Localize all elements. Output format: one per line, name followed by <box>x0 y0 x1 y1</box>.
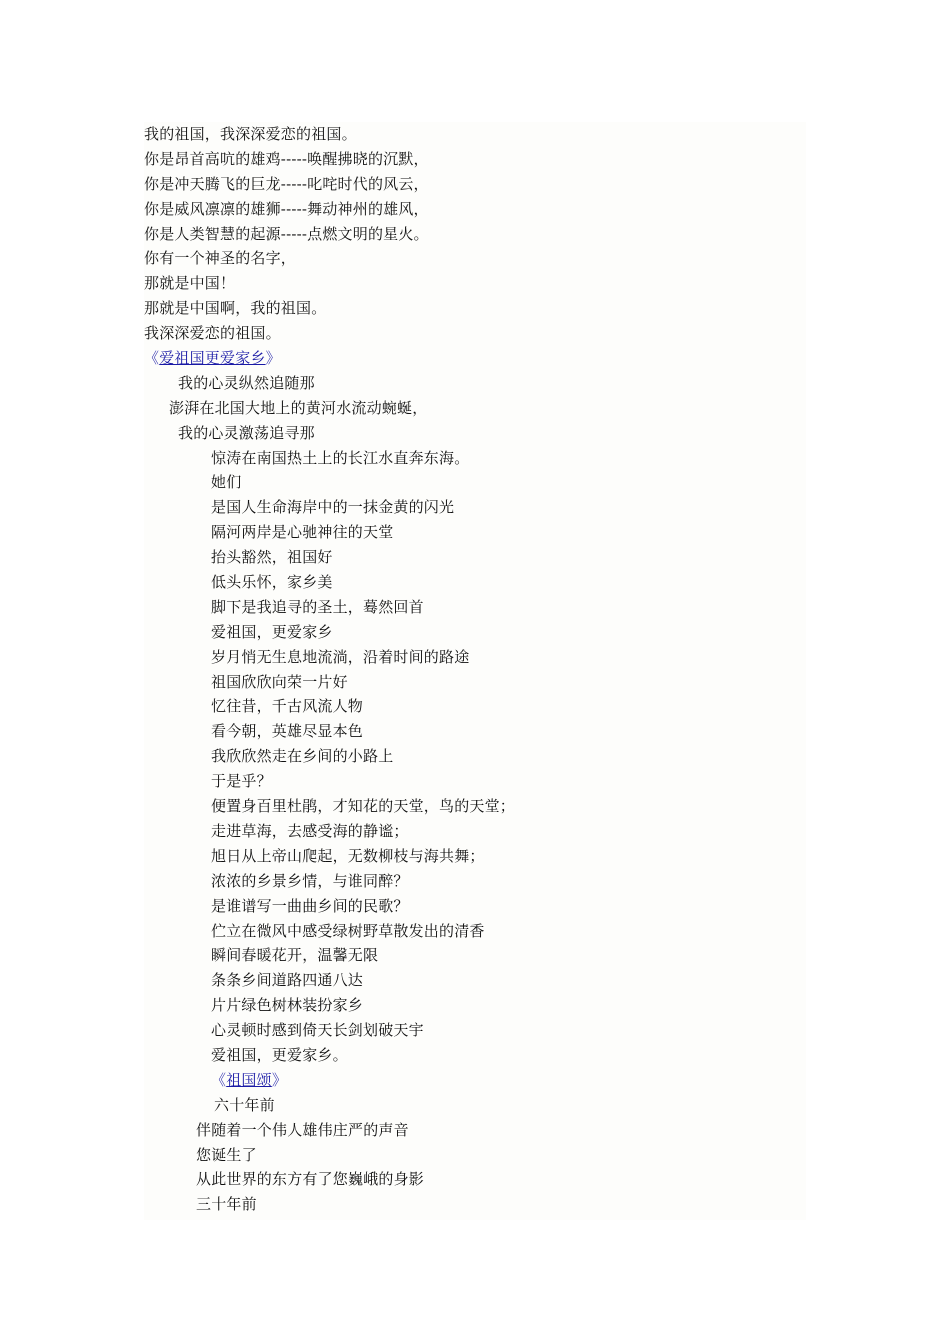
text-line: 我的祖国，我深深爱恋的祖国。 <box>144 125 357 143</box>
poem-title-link-2[interactable]: 祖国颂 <box>226 1070 272 1089</box>
text-line: 她们 <box>211 473 242 492</box>
text-line: 你是昂首高吭的雄鸡-----唤醒拂晓的沉默， <box>144 149 429 168</box>
text-line: 于是乎？ <box>211 772 272 791</box>
text-line: 那就是中国！ <box>144 274 236 293</box>
text-line: 伫立在微风中感受绿树野草散发出的清香 <box>211 921 485 940</box>
text-line: 岁月悄无生息地流淌，沿着时间的路途 <box>211 647 470 666</box>
text-line: 抬头豁然，祖国好 <box>211 548 333 567</box>
text-line: 澎湃在北国大地上的黄河水流动蜿蜒， <box>169 398 428 417</box>
text-line: 心灵顿时感到倚天长剑划破天宇 <box>211 1021 424 1040</box>
text-line: 你有一个神圣的名字， <box>144 249 297 268</box>
text-line: 旭日从上帝山爬起，无数柳枝与海共舞； <box>211 846 485 865</box>
text-line: 瞬间春暖花开，温馨无限 <box>211 946 379 965</box>
document-body <box>144 122 806 1220</box>
text-line: 那就是中国啊，我的祖国。 <box>144 299 327 318</box>
text-line: 祖国欣欣向荣一片好 <box>211 672 348 691</box>
poem-title-2 <box>144 1068 806 1093</box>
text-line: 隔河两岸是心驰神往的天堂 <box>211 523 394 542</box>
text-line: 三十年前 <box>196 1195 257 1214</box>
text-line: 低头乐怀，家乡美 <box>211 573 333 592</box>
text-line: 脚下是我追寻的圣土，蓦然回首 <box>211 597 424 616</box>
text-line: 从此世界的东方有了您巍峨的身影 <box>196 1170 425 1189</box>
text-line: 看今朝，英雄尽显本色 <box>211 722 364 741</box>
title-close-bracket: 》 <box>265 349 281 368</box>
text-line: 走进草海，去感受海的静谧； <box>211 821 409 840</box>
text-line: 条条乡间道路四通八达 <box>211 971 364 990</box>
text-line: 是国人生命海岸中的一抹金黄的闪光 <box>211 498 455 517</box>
text-line: 您诞生了 <box>196 1145 257 1164</box>
text-line: 你是冲天腾飞的巨龙-----叱咤时代的风云， <box>144 174 429 193</box>
text-line: 六十年前 <box>214 1095 275 1114</box>
text-line: 爱祖国，更爱家乡 <box>211 622 333 641</box>
text-line: 你是威风凛凛的雄狮-----舞动神州的雄风， <box>144 199 429 218</box>
poem-title-link-1[interactable]: 爱祖国更爱家乡 <box>159 349 266 368</box>
text-line: 我的心灵纵然追随那 <box>178 373 315 392</box>
text-line: 便置身百里杜鹃，才知花的天堂，鸟的天堂； <box>211 797 516 816</box>
text-line: 我的心灵激荡追寻那 <box>178 423 315 442</box>
text-line: 忆往昔，千古风流人物 <box>211 697 364 716</box>
poem-title-1 <box>144 346 806 371</box>
title-close-bracket: 》 <box>271 1070 288 1089</box>
text-line: 惊涛在南国热土上的长江水直奔东海。 <box>211 448 470 467</box>
text-line: 你是人类智慧的起源-----点燃文明的星火。 <box>144 224 429 243</box>
text-line: 浓浓的乡景乡情，与谁同醉？ <box>211 871 409 890</box>
text-line: 我深深爱恋的祖国。 <box>144 324 281 343</box>
text-line: 伴随着一个伟人雄伟庄严的声音 <box>196 1120 409 1139</box>
text-line: 我欣欣然走在乡间的小路上 <box>211 747 394 766</box>
title-open-bracket: 《 <box>211 1070 227 1089</box>
text-line: 片片绿色树林装扮家乡 <box>211 996 364 1015</box>
text-line: 爱祖国，更爱家乡。 <box>211 1045 348 1064</box>
text-line: 是谁谱写一曲曲乡间的民歌？ <box>211 896 409 915</box>
title-open-bracket: 《 <box>144 349 160 368</box>
